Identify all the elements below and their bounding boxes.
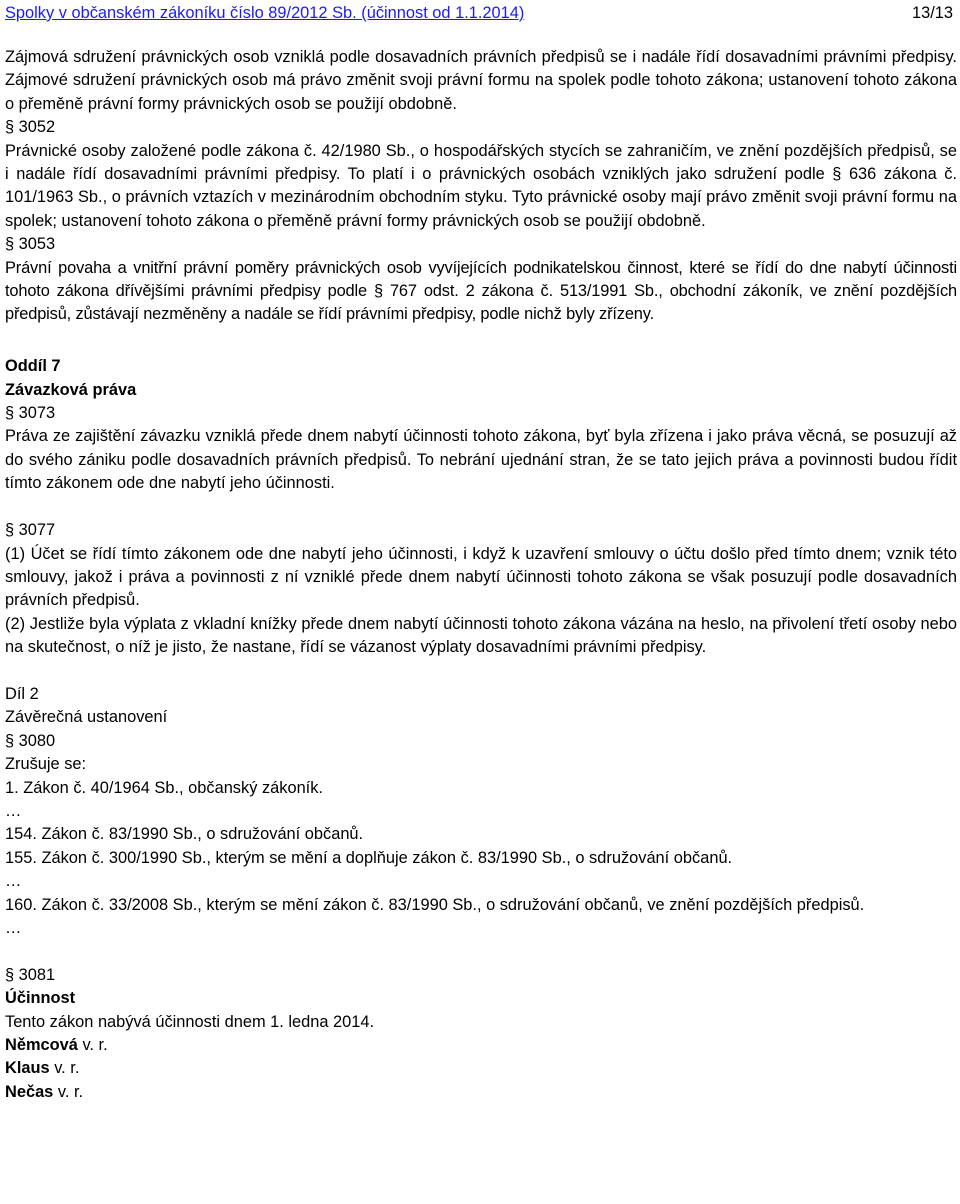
- section-3081-heading: § 3081: [5, 965, 56, 984]
- section-3077-paragraph-2: (2) Jestliže byla výplata z vkladní knížky přede dnem nabytí účinnosti tohoto zákona vázána na heslo, na přivolení třetí osoby nebo na skutečnost, o níž je jisto, že nastane, řídí se vázanost výplaty dosavadními právními předpisy.: [5, 614, 957, 657]
- list-item: …: [5, 918, 22, 937]
- section-3077-paragraph-1: (1) Účet se řídí tímto zákonem ode dne nabytí jeho účinnosti, i když k uzavření smlouvy o účtu došlo před tímto dnem; vznik této smlouvy, jakož i práva a povinnosti z ní vzniklé přede dnem nabytí účinnosti tohoto zákona se však posuzují podle dosavadních právních předpisů.: [5, 544, 957, 610]
- dil-2-title: Díl 2: [5, 684, 39, 703]
- repealed-list: [5, 777, 957, 941]
- section-3053-heading: § 3053: [5, 235, 56, 254]
- document-title-link[interactable]: Spolky v občanském zákoníku číslo 89/2012 Sb. (účinnost od 1.1.2014): [5, 4, 525, 22]
- section-3052-heading: § 3052: [5, 118, 56, 137]
- signature-nemcova: Němcová v. r.: [5, 1036, 108, 1054]
- section-3077-heading: § 3077: [5, 521, 56, 540]
- section-3053-text: Právní povaha a vnitřní právní poměry právnických osob vyvíjejících podnikatelskou činnost, které se řídí do dne nabytí účinnosti tohoto zákona dřívějšími právními předpisy podle § 767 odst. 2 zákona č. 513/1991 Sb., obchodní zákoník, ve znění pozdějších předpisů, zůstávají nezměněny a nadále se řídí právními předpisy, podle nichž byly zřízeny.: [5, 258, 957, 324]
- zaverecna-ustanoveni-title: Závěrečná ustanovení: [5, 708, 168, 727]
- list-item: …: [5, 801, 22, 820]
- oddil-7-title: Oddíl 7: [5, 357, 61, 376]
- zavazkova-prava-title: Závazková práva: [5, 380, 137, 399]
- section-3052-text: Právnické osoby založené podle zákona č. 42/1980 Sb., o hospodářských stycích se zahraničím, ve znění pozdějších předpisů, se i nadále řídí dosavadními právními předpisy. To platí i o právnických osobách vzniklých jako sdružení podle § 636 zákona č. 101/1963 Sb., o právních vztazích v mezinárodním obchodním styku. Tyto právnické osoby mají právo změnit svoji právní formu na spolek; ustanovení tohoto zákona o přeměně právní formy právnických osob se použijí obdobně.: [5, 141, 957, 230]
- ucinnost-title: Účinnost: [5, 989, 76, 1008]
- section-3073-heading: § 3073: [5, 404, 56, 423]
- list-item: …: [5, 872, 22, 891]
- list-item: 155. Zákon č. 300/1990 Sb., kterým se mění a doplňuje zákon č. 83/1990 Sb., o sdružování občanů.: [5, 848, 733, 867]
- list-item: 154. Zákon č. 83/1990 Sb., o sdružování občanů.: [5, 825, 364, 844]
- section-3080-intro: Zrušuje se:: [5, 755, 87, 774]
- section-3073-text: Práva ze zajištění závazku vzniklá přede dnem nabytí účinnosti tohoto zákona, byť byla zřízena i jako práva věcná, se posuzují až do svého zániku podle dosavadních právních předpisů. To nebrání ujednání stran, že se tato jejich práva a povinnosti budou řídit tímto zákonem ode dne nabytí jeho účinnosti.: [5, 427, 957, 493]
- document-page: [5, 0, 957, 1104]
- paragraph-zajmova-sdruzeni: Zájmová sdružení právnických osob vzniklá podle dosavadních právních předpisů se i nadále řídí dosavadními právními předpisy. Zájmové sdružení právnických osob má právo změnit svoji právní formu na spolek podle tohoto zákona; ustanovení tohoto zákona o přeměně právní formy právnických osob se použijí obdobně.: [5, 48, 957, 113]
- signature-klaus: Klaus v. r.: [5, 1059, 80, 1078]
- list-item: 160. Zákon č. 33/2008 Sb., kterým se mění zákon č. 83/1990 Sb., o sdružování občanů, ve znění pozdějších předpisů.: [5, 895, 865, 914]
- list-item: 1. Zákon č. 40/1964 Sb., občanský zákoník.: [5, 778, 323, 797]
- page-header: [5, 2, 957, 25]
- ucinnost-text: Tento zákon nabývá účinnosti dnem 1. ledna 2014.: [5, 1012, 375, 1031]
- section-sign: §: [5, 118, 15, 137]
- page-number: 13/13: [911, 4, 953, 22]
- signature-necas: Nečas v. r.: [5, 1082, 84, 1101]
- section-3080-heading: § 3080: [5, 731, 56, 750]
